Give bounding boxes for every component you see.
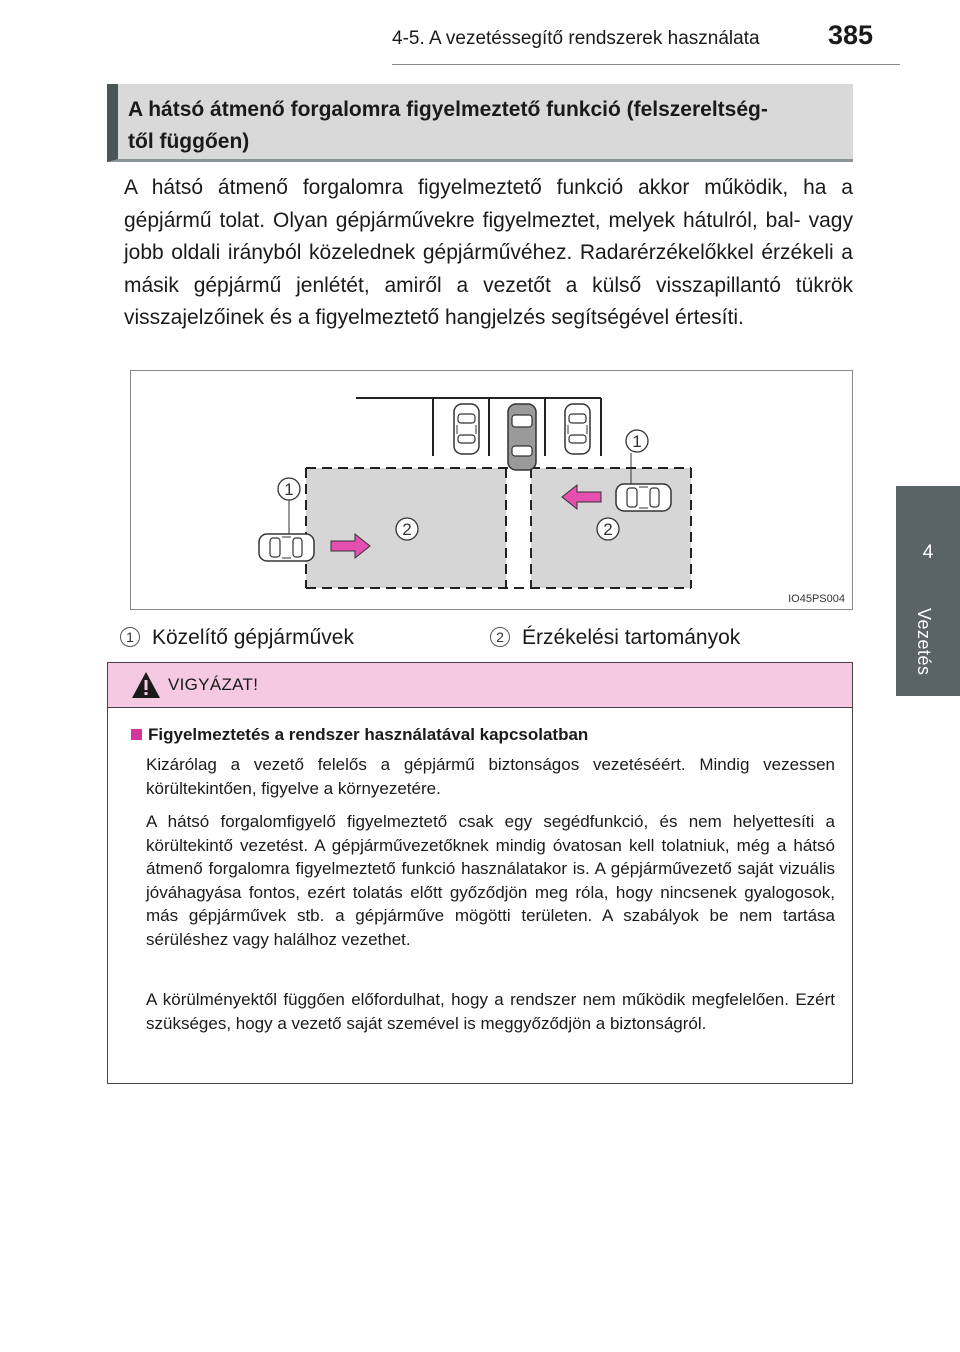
side-tab-label: Vezetés xyxy=(914,608,934,676)
legend-label: Érzékelési tartományok xyxy=(522,626,741,649)
caution-paragraph-1: Kizárólag a vezető felelős a gépjármű biztonságos vezetéséért. Mindig vezessen körültekintően, figyelve a környezetére. xyxy=(146,755,835,798)
callout-1-right: 1 xyxy=(632,432,642,451)
approaching-car-left xyxy=(259,534,314,561)
caution-subtitle: Figyelmeztetés a rendszer használatával kapcsolatban xyxy=(131,725,588,745)
reversing-car xyxy=(508,404,536,470)
section-title-line-2: től függően) xyxy=(128,130,250,153)
legend-item-approaching xyxy=(120,626,354,650)
caution-paragraph-3: A körülményektől függően előfordulhat, hogy a rendszer nem működik megfelelően. Ezért szükséges, hogy a vezető saját szemével is meggyőződjön a biztonságról. xyxy=(146,990,835,1033)
warning-triangle-icon xyxy=(131,671,161,699)
callout-2-right: 2 xyxy=(603,520,613,539)
caution-title: VIGYÁZAT! xyxy=(168,675,259,694)
parked-car-left xyxy=(454,404,479,454)
parked-car-right xyxy=(565,404,590,454)
side-tab-number: 4 xyxy=(922,542,934,563)
intro-paragraph: A hátsó átmenő forgalomra figyelmeztető funkció akkor működik, ha a gépjármű tolat. Olyan gépjárművekre figyelmeztet, melyek hátulról, bal- vagy jobb oldali irányból közelednek gépjárművéhez. Radarérzékelőkkel érzékeli a másik gépjármű jenlétét, amiről a vezetőt a külső visszapillantó tükrök visszajelzőinek és a figyelmeztető hangjelzés segítségével értesíti. xyxy=(124,176,853,329)
approaching-car-right xyxy=(616,484,671,511)
chapter-title: 4-5. A vezetéssegítő rendszerek használata xyxy=(392,28,760,49)
rcta-diagram xyxy=(130,370,853,610)
legend-item-zones xyxy=(490,626,740,650)
figure-code: IO45PS004 xyxy=(788,593,845,605)
caution-header xyxy=(108,663,852,708)
legend-label: Közelítő gépjárművek xyxy=(152,626,354,649)
page-number: 385 xyxy=(828,20,874,50)
legend-number: 1 xyxy=(120,627,140,647)
section-heading xyxy=(107,84,853,162)
callout-1-left: 1 xyxy=(284,480,294,499)
magenta-square-icon xyxy=(131,729,142,740)
header-divider xyxy=(392,64,900,65)
caution-box xyxy=(107,662,853,1084)
caution-paragraph-2: A hátsó forgalomfigyelő figyelmeztető csak egy segédfunkció, és nem helyettesíti a körültekintő vezetést. A gépjárművezetőknek mindig óvatosan kell tolatniuk, még a hátsó átmenő forgalomra figyelmeztető funkció használatakor is. A gépjárművezető saját vizuális jóváhagyása fontos, ezért tolatás előtt győződjön meg róla, hogy nincsenek gyalogosok, más gépjárművek stb. a gépjárműve mögötti területen. A szabályok be nem tartása sérüléshez vagy halálhoz vezethet. xyxy=(146,812,835,949)
callout-2-left: 2 xyxy=(402,520,412,539)
legend-number: 2 xyxy=(490,627,510,647)
section-title-line-1: A hátsó átmenő forgalomra figyelmeztető funkció (felszereltség- xyxy=(128,98,768,121)
parking-lot-illustration xyxy=(131,371,853,610)
